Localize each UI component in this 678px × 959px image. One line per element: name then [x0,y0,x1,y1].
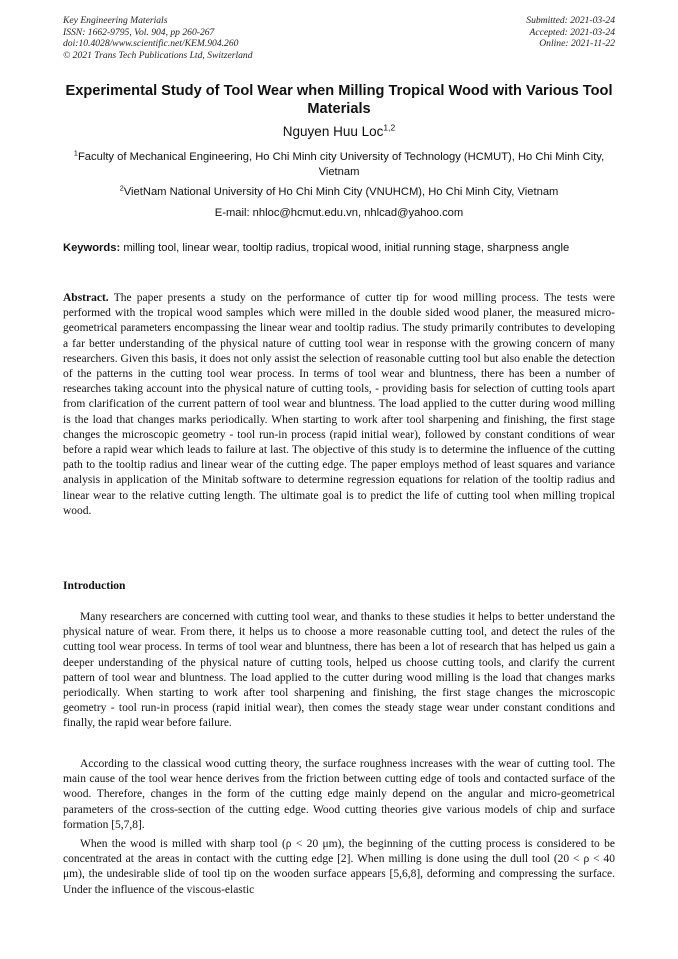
abstract-text: The paper presents a study on the performance of cutter tip for wood milling process. The tests were performed with the tropical wood samples which were milled in the double sided wood planer, the measured micro-geometrical parameters encompassing the linear wear and tooltip radius. The study primarily contributes to developing a far better understanding of the physical nature of cutting tool wear in response with the growing concern of many researchers. Given this basis, it does not only assist the selection of reasonable cutting tool but also enable the detection of the patterns in the cutting tool wear process. In terms of tool wear and bluntness, there has been a number of researches taking account into the physical nature of cutting tools, - providing basis for selection of cutting tools apart from clarification of the current pattern of tool wear and bluntness. The load applied to the cutter during wood milling is the load that changes marks periodically. When starting to work after tool sharpening and finishing, the first stage changes the microscopic geometry - tool run-in process (rapid initial wear), followed by constant conditions of wear before a rapid wear which leads to failure at last. The objective of this study is to determine the influence of the cutting path to the tooltip radius and linear wear of the cutting edge. The paper employs method of least squares and variance analysis in application of the Minitab software to determine regression equations for relation of the tooltip radius and linear wear to the relative cutting length. The ultimate goal is to predict the life of cutting tool when milling tropical wood. [63,292,616,517]
issn-line: ISSN: 1662-9795, Vol. 904, pp 260-267 [63,26,215,38]
submitted-date: Submitted: 2021-03-24 [526,15,615,26]
author-name: Nguyen Huu Loc [282,124,384,139]
accepted-date: Accepted: 2021-03-24 [529,26,615,38]
journal-info [63,15,253,61]
online-date: Online: 2021-11-22 [539,38,615,49]
doi-line: doi:10.4028/www.scientific.net/KEM.904.260 [63,38,239,49]
introduction-paragraph-1: Many researchers are concerned with cutting tool wear, and thanks to these studies it helps to better understand the physical nature of wear. From there, it helps us to choose a more reasonable cutting tool, and detect the rules of the cutting tool wear process. In terms of tool wear and bluntness, there has been a lot of research that has helped us gain a deeper understanding of the physical nature of cutting tools, helped us choose cutting tools, and clarify the current pattern of tool wear and bluntness. The load applied to the cutter during wood milling is the load that changes marks periodically. When starting to work after tool sharpening and finishing, the first stage changes the microscopic geometry - tool run-in process (rapid initial wear), then comes the steady stage wear under constant conditions and finally, the rapid wear before failure. [63,611,615,730]
author-line [63,124,615,140]
affiliation-1-text: Faculty of Mechanical Engineering, Ho Chi Minh city University of Technology (HCMUT), Ho Chi Minh City, Vietnam [77,151,605,178]
author-email: E-mail: nhloc@hcmut.edu.vn, nhlcad@yahoo.com [214,207,464,219]
keywords [63,241,615,256]
journal-name: Key Engineering Materials [63,15,168,26]
abstract [63,291,615,519]
affiliation-2 [63,185,615,200]
author-affiliation-marks: 1,2 [383,122,396,133]
affiliation-2-mark: 2 [119,183,124,193]
affiliation-1 [63,150,615,179]
copyright-line: © 2021 Trans Tech Publications Ltd, Switzerland [63,49,253,61]
keywords-text: milling tool, linear wear, tooltip radius, tropical wood, initial running stage, sharpness angle [123,242,570,254]
section-heading-introduction: Introduction [63,580,126,592]
abstract-label: Abstract. [63,292,109,304]
introduction-paragraph-2: According to the classical wood cutting theory, the surface roughness increases with the wear of cutting tool. The main cause of the tool wear hence derives from the friction between cutting edge of tools and contacted surface of the wood. Therefore, changes in the form of the cutting edge mainly depend on the angular and micro-geometrical parameters of the cross-section of the cutting edge. Wood cutting theories give various models of chip and surface formation [5,7,8]. [63,758,615,831]
submission-dates [526,15,615,50]
introduction-paragraph-3: When the wood is milled with sharp tool (ρ < 20 μm), the beginning of the cutting process is considered to be concentrated at the areas in contact with the cutting edge [2]. When milling is done using the dull tool (20 < ρ < 40 μm), the undesirable slide of tool tip on the wooden surface appears [5,6,8], deforming and compressing the surface. Under the influence of the viscous-elastic [63,838,615,896]
paper-title: Experimental Study of Tool Wear when Milling Tropical Wood with Various Tool Materials [65,83,613,117]
affiliation-1-mark: 1 [73,148,78,158]
affiliation-2-text: VietNam National University of Ho Chi Minh City (VNUHCM), Ho Chi Minh City, Vietnam [123,186,559,198]
keywords-label: Keywords: [63,242,121,254]
